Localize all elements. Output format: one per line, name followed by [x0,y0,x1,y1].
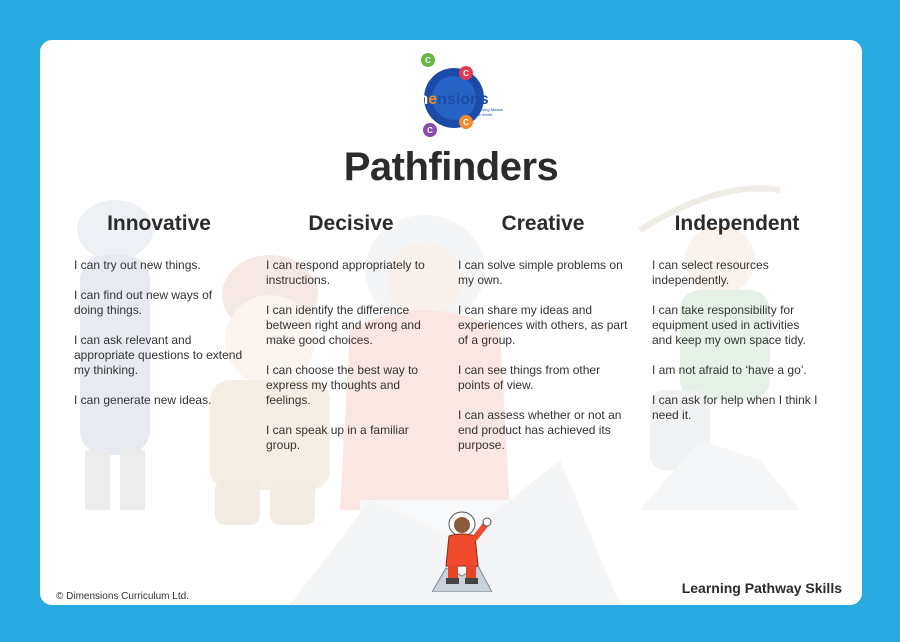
copyright-text: © Dimensions Curriculum Ltd. [56,591,189,602]
skill-item: I can see things from other points of view. [458,363,601,392]
column-heading: Innovative [107,212,211,235]
skill-item: I can select resources independently. [652,258,769,287]
logo-badge: C [463,69,469,78]
poster-card [40,40,862,605]
column-innovative [74,212,244,423]
column-heading: Decisive [308,212,394,235]
skill-item: I can speak up in a familiar group. [266,423,409,452]
column-independent [652,212,822,438]
skill-item: I can take responsibility for equipment used in activities and keep my own space tidy. [652,303,806,347]
logo-badge: C [425,56,431,65]
explorer-illustration [432,510,492,592]
skill-item: I can assess whether or not an end product has achieved its purpose. [458,408,622,452]
skill-item: I can ask relevant and appropriate questions to extend my thinking. [74,333,243,377]
logo-wordmark: Dimensions [398,91,489,108]
skill-item: I can share my ideas and experiences with others, as part of a group. [458,303,628,347]
skill-item: I can find out new ways of doing things. [74,288,213,317]
skill-item: I can solve simple problems on my own. [458,258,623,287]
skill-item: I can choose the best way to express my thoughts and feelings. [266,363,419,407]
skill-item: I can respond appropriately to instructions. [266,258,425,287]
skill-item: I can identify the difference between right and wrong and make good choices. [266,303,421,347]
column-heading: Creative [501,212,585,235]
logo-tagline: The World [474,112,493,117]
logo-badge: C [427,126,433,135]
skill-item: I can ask for help when I think I need it. [652,393,818,422]
logo-badge: C [463,118,469,127]
skill-item: I can generate new ideas. [74,393,212,407]
skill-item: I can try out new things. [74,258,201,272]
column-heading: Independent [674,212,800,235]
page-title: Pathfinders [343,145,559,189]
column-decisive [266,212,436,468]
footer-title: Learning Pathway Skills [681,580,842,596]
logo-tagline: Learning Means [474,107,503,112]
column-creative [458,212,628,468]
dimensions-logo [394,48,514,144]
skill-item: I am not afraid to ‘have a go’. [652,363,807,377]
